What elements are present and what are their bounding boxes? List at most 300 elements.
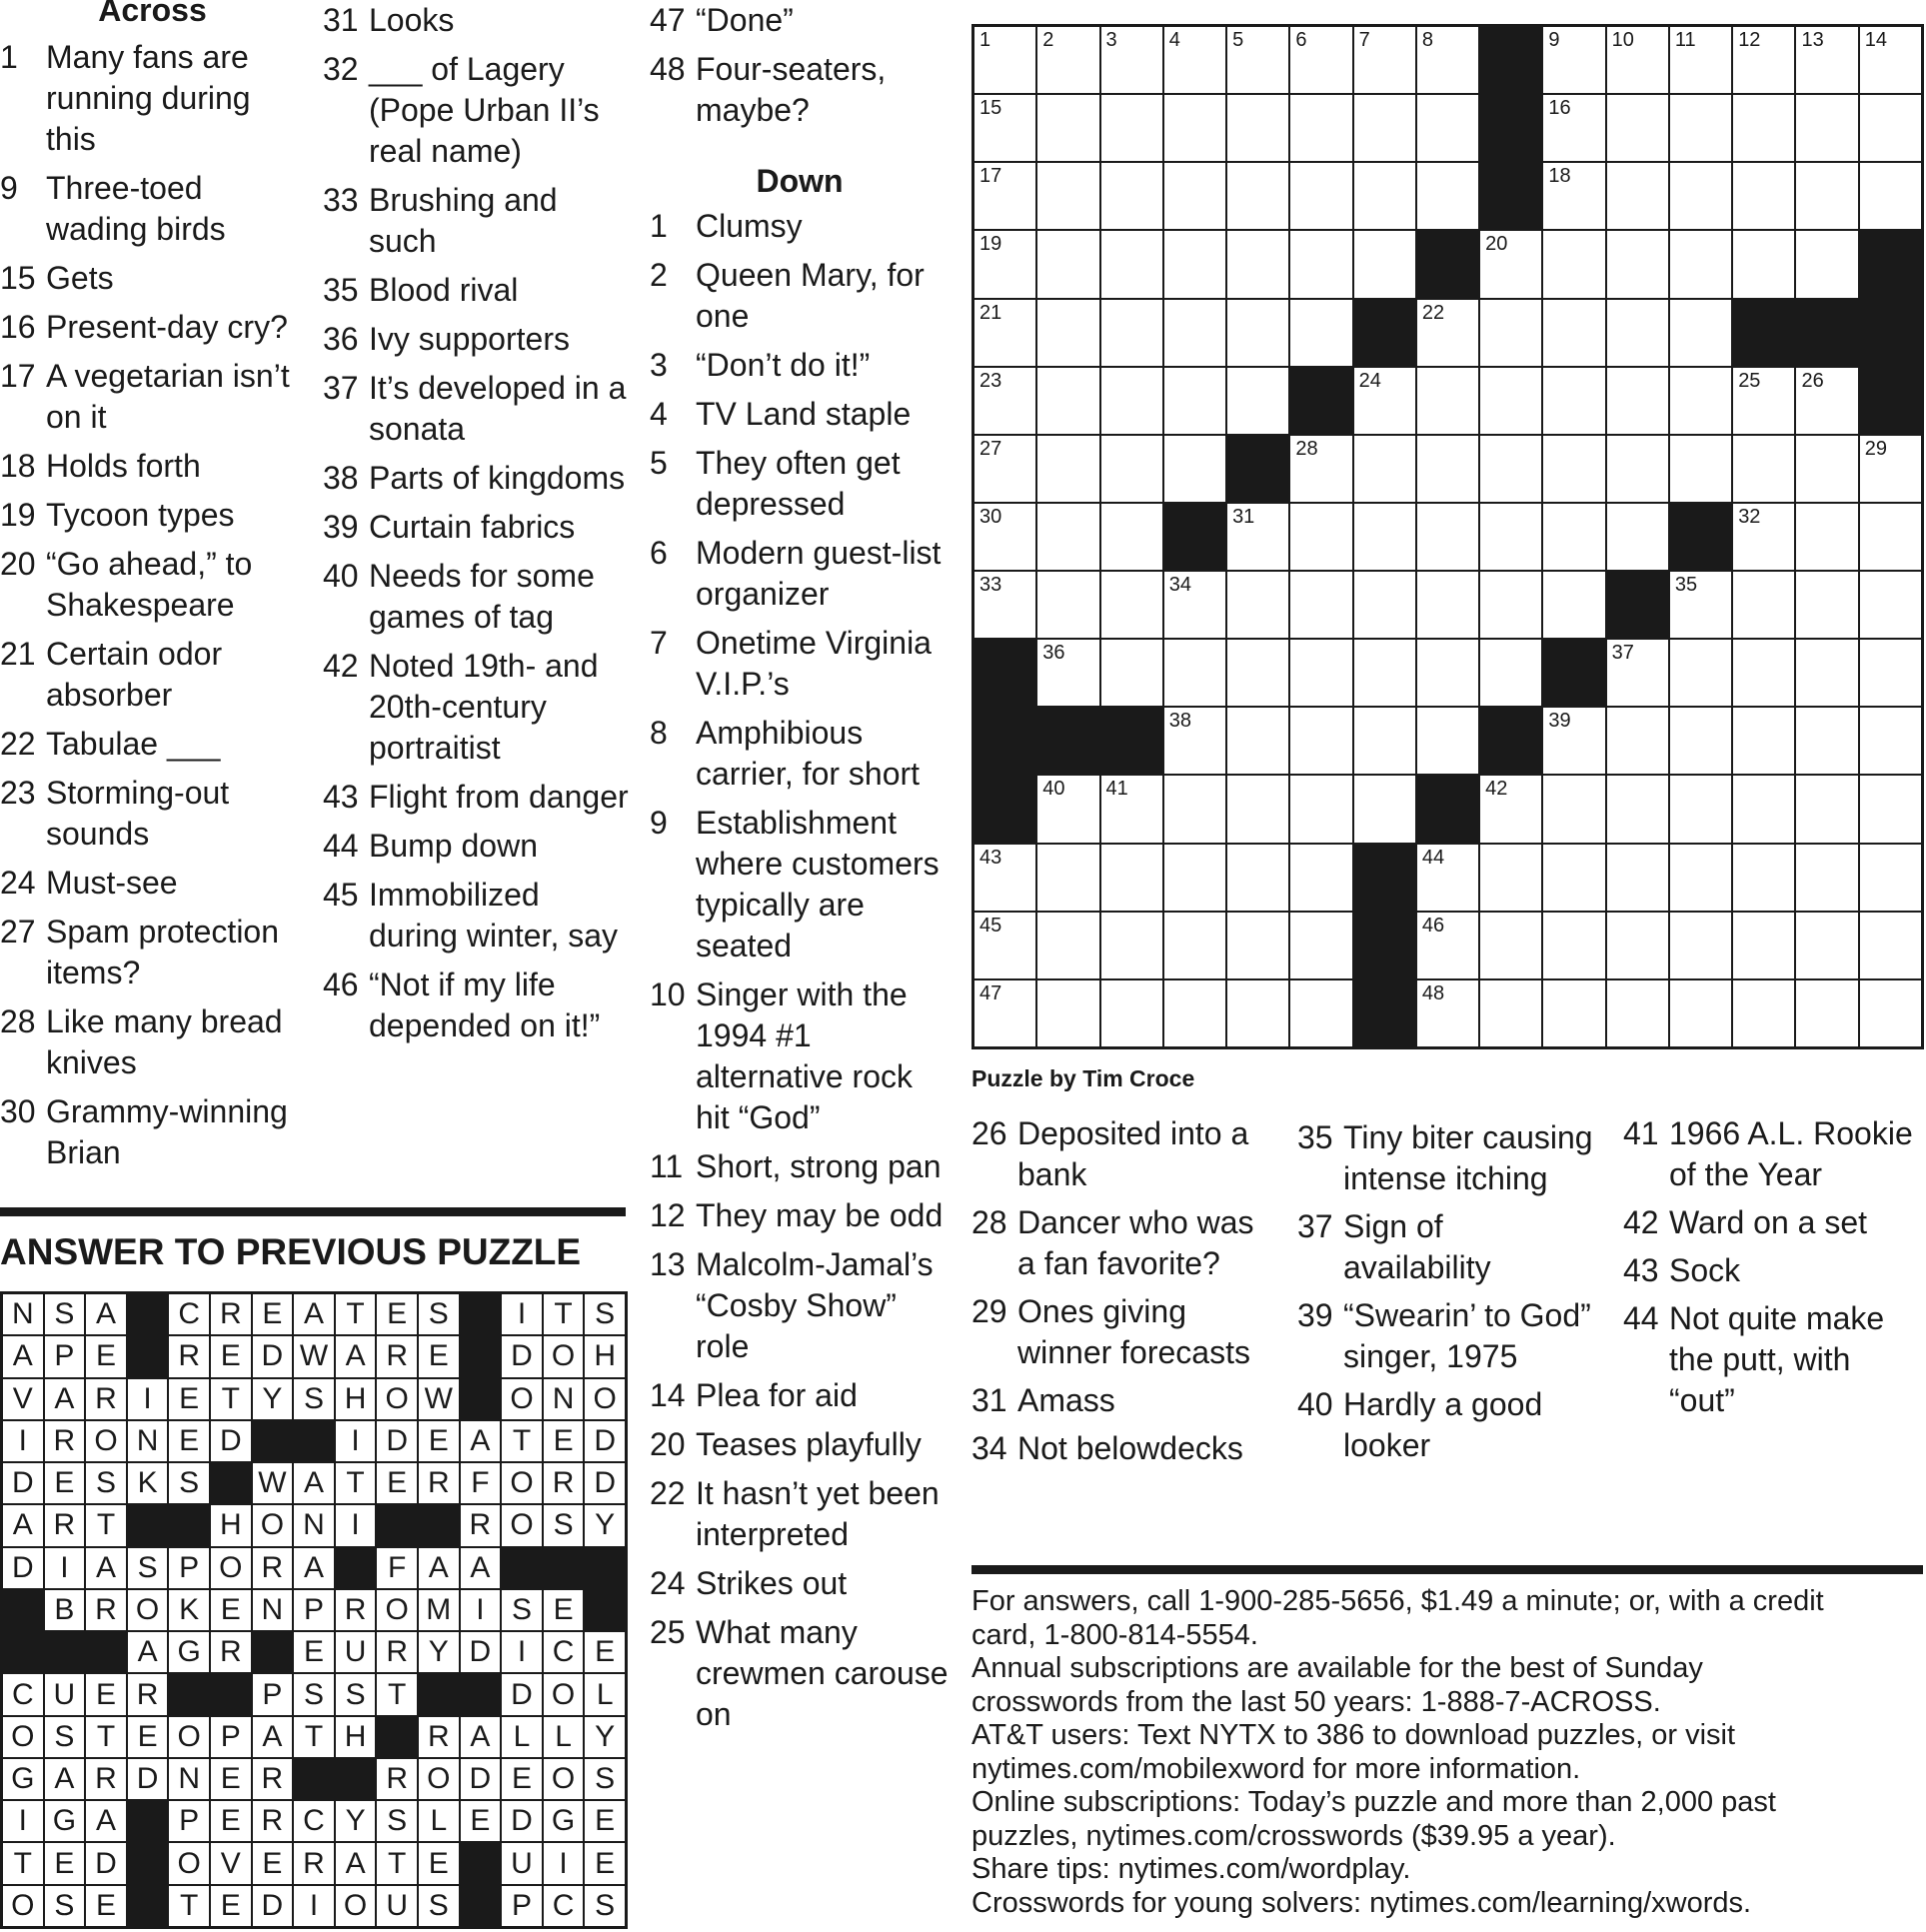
- grid-cell[interactable]: [1227, 504, 1288, 570]
- grid-cell[interactable]: [1543, 504, 1604, 570]
- grid-cell[interactable]: [1417, 504, 1478, 570]
- grid-cell[interactable]: [1417, 640, 1478, 706]
- grid-cell[interactable]: [1670, 845, 1731, 911]
- grid-cell[interactable]: [1670, 913, 1731, 978]
- grid-cell[interactable]: [1290, 300, 1351, 366]
- grid-cell[interactable]: [1543, 231, 1604, 297]
- grid-cell[interactable]: [1860, 845, 1921, 911]
- clue-text: Noted 19th- and 20th-century portraitist: [369, 648, 599, 766]
- grid-cell[interactable]: [1860, 708, 1921, 774]
- grid-cell[interactable]: [1290, 504, 1351, 570]
- answer-cell: S: [128, 1548, 168, 1588]
- clue-number: 24: [650, 1565, 686, 1601]
- grid-cell[interactable]: [1290, 436, 1351, 502]
- grid-cell[interactable]: [1227, 27, 1288, 93]
- grid-cell[interactable]: [1733, 640, 1794, 706]
- grid-cell[interactable]: [1227, 572, 1288, 638]
- grid-cell[interactable]: [1101, 776, 1162, 842]
- answer-cell: E: [45, 1843, 85, 1883]
- answer-cell: H: [336, 1379, 376, 1419]
- grid-cell[interactable]: [1290, 776, 1351, 842]
- grid-block: [1480, 27, 1541, 93]
- grid-cell[interactable]: [1607, 504, 1668, 570]
- grid-cell[interactable]: [1417, 845, 1478, 911]
- grid-cell[interactable]: [1417, 436, 1478, 502]
- clue-number: 35: [1297, 1119, 1333, 1155]
- grid-cell[interactable]: [1037, 163, 1098, 229]
- grid-cell[interactable]: [1796, 231, 1857, 297]
- grid-cell[interactable]: [1670, 708, 1731, 774]
- answer-cell: R: [45, 1505, 85, 1545]
- answer-cell: B: [45, 1590, 85, 1630]
- grid-cell[interactable]: [1796, 95, 1857, 161]
- grid-cell[interactable]: [1227, 231, 1288, 297]
- grid-cell[interactable]: [1543, 436, 1604, 502]
- clue-number: 7: [650, 625, 668, 661]
- grid-cell[interactable]: [1037, 572, 1098, 638]
- answer-cell: G: [169, 1632, 209, 1672]
- grid-cell[interactable]: [1417, 27, 1478, 93]
- grid-cell[interactable]: [1733, 231, 1794, 297]
- grid-cell[interactable]: [1417, 572, 1478, 638]
- grid-cell[interactable]: [1290, 913, 1351, 978]
- cell-number: 35: [1674, 574, 1698, 597]
- grid-cell[interactable]: [1354, 27, 1415, 93]
- grid-cell[interactable]: [1670, 572, 1731, 638]
- grid-cell[interactable]: [1543, 708, 1604, 774]
- grid-cell[interactable]: [1164, 368, 1225, 434]
- answer-cell: N: [253, 1590, 293, 1630]
- grid-cell[interactable]: [1354, 776, 1415, 842]
- grid-cell[interactable]: [1860, 163, 1921, 229]
- clue-number: 12: [650, 1197, 686, 1233]
- grid-cell[interactable]: [1796, 504, 1857, 570]
- clue-item: [323, 507, 633, 548]
- answer-cell: E: [169, 1379, 209, 1419]
- cell-number: 43: [979, 846, 1002, 869]
- answer-block: [377, 1717, 417, 1757]
- grid-cell[interactable]: [1607, 640, 1668, 706]
- answer-block: [294, 1421, 334, 1461]
- grid-cell[interactable]: [1733, 980, 1794, 1046]
- grid-cell[interactable]: [1543, 572, 1604, 638]
- cell-number: 24: [1358, 369, 1381, 392]
- grid-cell[interactable]: [1037, 913, 1098, 978]
- grid-cell[interactable]: [1733, 95, 1794, 161]
- grid-cell[interactable]: [1607, 708, 1668, 774]
- clue-text: A vegetarian isn’t on it: [46, 358, 290, 435]
- grid-cell[interactable]: [1037, 845, 1098, 911]
- grid-cell[interactable]: [1607, 776, 1668, 842]
- answer-cell: P: [45, 1336, 85, 1376]
- clue-text: Four-seaters, maybe?: [696, 51, 887, 128]
- grid-cell[interactable]: [1227, 845, 1288, 911]
- grid-cell[interactable]: [1670, 300, 1731, 366]
- clue-text: ___ of Lagery (Pope Urban II’s real name): [369, 51, 600, 169]
- grid-cell[interactable]: [1290, 231, 1351, 297]
- grid-cell[interactable]: [1796, 572, 1857, 638]
- clue-text: Teases playfully: [696, 1426, 922, 1462]
- answer-cell: D: [502, 1801, 542, 1841]
- grid-cell[interactable]: [1670, 231, 1731, 297]
- clue-text: Three-toed wading birds: [46, 170, 226, 247]
- clue-text: “Go ahead,” to Shakespeare: [46, 546, 253, 623]
- clue-number: 38: [323, 460, 359, 496]
- grid-cell[interactable]: [1227, 708, 1288, 774]
- grid-cell[interactable]: [1480, 913, 1541, 978]
- answer-cell: N: [3, 1294, 43, 1334]
- grid-cell[interactable]: [1227, 980, 1288, 1046]
- grid-cell[interactable]: [1543, 300, 1604, 366]
- grid-cell[interactable]: [1354, 231, 1415, 297]
- cell-number: 28: [1295, 437, 1318, 460]
- grid-cell[interactable]: [1227, 913, 1288, 978]
- clue-text: TV Land staple: [696, 396, 912, 432]
- grid-cell[interactable]: [1796, 913, 1857, 978]
- grid-cell[interactable]: [1733, 504, 1794, 570]
- clue-item: [650, 1473, 950, 1555]
- grid-cell[interactable]: [1290, 640, 1351, 706]
- answer-cell: A: [86, 1294, 126, 1334]
- clue-text: Blood rival: [369, 272, 519, 308]
- answer-block: [211, 1674, 251, 1714]
- grid-cell[interactable]: [1543, 845, 1604, 911]
- grid-cell[interactable]: [1607, 845, 1668, 911]
- grid-cell[interactable]: [1037, 776, 1098, 842]
- footer-info: [971, 1585, 1921, 1920]
- grid-block: [1417, 776, 1478, 842]
- grid-cell[interactable]: [1290, 708, 1351, 774]
- grid-cell[interactable]: [1480, 300, 1541, 366]
- clue-text: Immobilized during winter, say: [369, 877, 619, 954]
- grid-cell[interactable]: [1607, 436, 1668, 502]
- grid-cell[interactable]: [1796, 27, 1857, 93]
- grid-block: [1860, 300, 1921, 366]
- grid-cell[interactable]: [1101, 572, 1162, 638]
- grid-cell[interactable]: [974, 368, 1035, 434]
- grid-cell[interactable]: [1037, 980, 1098, 1046]
- answer-cell: H: [336, 1717, 376, 1757]
- grid-cell[interactable]: [1670, 436, 1731, 502]
- answer-cell: M: [419, 1590, 459, 1630]
- grid-cell[interactable]: [1354, 368, 1415, 434]
- grid-cell[interactable]: [1733, 776, 1794, 842]
- clue-text: It hasn’t yet been interpreted: [696, 1475, 940, 1552]
- grid-cell[interactable]: [1543, 980, 1604, 1046]
- grid-cell[interactable]: [1543, 27, 1604, 93]
- clue-column-3: [650, 0, 950, 1743]
- grid-cell[interactable]: [1860, 980, 1921, 1046]
- grid-cell[interactable]: [1164, 845, 1225, 911]
- answer-cell: E: [585, 1632, 625, 1672]
- grid-cell[interactable]: [1480, 504, 1541, 570]
- clue-item: [650, 1195, 950, 1236]
- clue-number: 22: [650, 1475, 686, 1511]
- grid-cell[interactable]: [1860, 27, 1921, 93]
- grid-cell[interactable]: [1670, 776, 1731, 842]
- grid-cell[interactable]: [974, 436, 1035, 502]
- cell-number: 41: [1105, 778, 1128, 801]
- grid-cell[interactable]: [1543, 368, 1604, 434]
- cell-number: 13: [1801, 29, 1824, 51]
- grid-cell[interactable]: [1290, 980, 1351, 1046]
- grid-cell[interactable]: [1227, 300, 1288, 366]
- grid-cell[interactable]: [1164, 980, 1225, 1046]
- grid-cell[interactable]: [1670, 980, 1731, 1046]
- answer-cell: A: [128, 1632, 168, 1672]
- clue-number: 23: [0, 775, 36, 811]
- grid-cell[interactable]: [1796, 368, 1857, 434]
- grid-cell[interactable]: [1860, 776, 1921, 842]
- grid-cell[interactable]: [1354, 436, 1415, 502]
- grid-cell[interactable]: [1860, 913, 1921, 978]
- grid-cell[interactable]: [1164, 300, 1225, 366]
- grid-cell[interactable]: [1670, 163, 1731, 229]
- grid-cell[interactable]: [1796, 980, 1857, 1046]
- grid-cell[interactable]: [1733, 436, 1794, 502]
- grid-cell[interactable]: [1164, 436, 1225, 502]
- grid-cell[interactable]: [1227, 163, 1288, 229]
- grid-cell[interactable]: [1164, 776, 1225, 842]
- grid-cell[interactable]: [1733, 572, 1794, 638]
- grid-cell[interactable]: [1607, 27, 1668, 93]
- grid-cell[interactable]: [1101, 913, 1162, 978]
- clue-text: “Done”: [696, 2, 794, 38]
- answer-cell: O: [544, 1759, 584, 1799]
- grid-cell[interactable]: [1101, 368, 1162, 434]
- grid-cell[interactable]: [1101, 504, 1162, 570]
- grid-cell[interactable]: [1796, 708, 1857, 774]
- answer-cell: E: [253, 1294, 293, 1334]
- clue-item: [0, 495, 305, 536]
- grid-cell[interactable]: [1480, 776, 1541, 842]
- clue-text: Plea for aid: [696, 1377, 858, 1413]
- grid-cell[interactable]: [1164, 231, 1225, 297]
- grid-cell[interactable]: [1101, 436, 1162, 502]
- grid-cell[interactable]: [1354, 708, 1415, 774]
- down-list-1: [650, 206, 950, 1735]
- grid-cell[interactable]: [974, 504, 1035, 570]
- footer-line: puzzles, nytimes.com/crosswords ($39.95 a year).: [971, 1819, 1616, 1852]
- answer-cell: R: [86, 1379, 126, 1419]
- answer-cell: E: [211, 1336, 251, 1376]
- grid-block: [974, 708, 1035, 774]
- grid-cell[interactable]: [1290, 163, 1351, 229]
- grid-cell[interactable]: [1607, 300, 1668, 366]
- answer-block: [377, 1505, 417, 1545]
- grid-cell[interactable]: [1733, 163, 1794, 229]
- grid-cell[interactable]: [1733, 368, 1794, 434]
- answer-cell: R: [211, 1632, 251, 1672]
- grid-cell[interactable]: [974, 27, 1035, 93]
- grid-cell[interactable]: [1101, 980, 1162, 1046]
- grid-cell[interactable]: [1670, 640, 1731, 706]
- clue-text: “Don’t do it!”: [696, 347, 871, 383]
- previous-puzzle-title: ANSWER TO PREVIOUS PUZZLE: [0, 1231, 582, 1272]
- grid-cell[interactable]: [1101, 300, 1162, 366]
- grid-cell[interactable]: [1543, 776, 1604, 842]
- grid-cell[interactable]: [1101, 640, 1162, 706]
- grid-cell[interactable]: [1860, 436, 1921, 502]
- grid-cell[interactable]: [1733, 845, 1794, 911]
- grid-cell[interactable]: [1796, 436, 1857, 502]
- grid-cell[interactable]: [1733, 708, 1794, 774]
- answer-cell: A: [461, 1717, 501, 1757]
- grid-cell[interactable]: [1480, 980, 1541, 1046]
- grid-cell[interactable]: [1417, 368, 1478, 434]
- grid-cell[interactable]: [1101, 845, 1162, 911]
- grid-cell[interactable]: [1417, 163, 1478, 229]
- grid-cell[interactable]: [1733, 27, 1794, 93]
- grid-cell[interactable]: [1607, 95, 1668, 161]
- grid-cell[interactable]: [1354, 640, 1415, 706]
- grid-cell[interactable]: [1101, 95, 1162, 161]
- clue-text: Must-see: [46, 865, 178, 901]
- grid-cell[interactable]: [1733, 913, 1794, 978]
- answer-block: [169, 1674, 209, 1714]
- grid-cell[interactable]: [1543, 913, 1604, 978]
- grid-cell[interactable]: [1037, 231, 1098, 297]
- cell-number: 4: [1168, 29, 1180, 51]
- grid-cell[interactable]: [1354, 504, 1415, 570]
- grid-cell[interactable]: [1227, 640, 1288, 706]
- clue-item: [650, 1612, 950, 1735]
- grid-cell[interactable]: [1037, 436, 1098, 502]
- answer-cell: A: [253, 1717, 293, 1757]
- grid-cell[interactable]: [1227, 368, 1288, 434]
- grid-cell[interactable]: [1290, 845, 1351, 911]
- answer-block: [461, 1886, 501, 1926]
- grid-cell[interactable]: [1417, 980, 1478, 1046]
- grid-cell[interactable]: [1417, 300, 1478, 366]
- grid-cell[interactable]: [1101, 27, 1162, 93]
- grid-cell[interactable]: [1860, 640, 1921, 706]
- grid-cell[interactable]: [1037, 640, 1098, 706]
- grid-cell[interactable]: [1607, 913, 1668, 978]
- grid-cell[interactable]: [1164, 708, 1225, 774]
- grid-cell[interactable]: [1417, 708, 1478, 774]
- grid-cell[interactable]: [1164, 95, 1225, 161]
- grid-cell[interactable]: [1796, 640, 1857, 706]
- grid-cell[interactable]: [1354, 163, 1415, 229]
- answer-cell: A: [336, 1843, 376, 1883]
- grid-cell[interactable]: [1227, 776, 1288, 842]
- grid-cell[interactable]: [1037, 368, 1098, 434]
- clue-number: 28: [971, 1204, 1007, 1240]
- clue-number: 9: [0, 170, 18, 206]
- grid-cell[interactable]: [1480, 572, 1541, 638]
- grid-cell[interactable]: [1670, 368, 1731, 434]
- divider-footer: [971, 1565, 1923, 1574]
- grid-cell[interactable]: [1290, 95, 1351, 161]
- grid-cell[interactable]: [1290, 27, 1351, 93]
- grid-cell[interactable]: [1227, 95, 1288, 161]
- answer-cell: R: [377, 1632, 417, 1672]
- grid-cell[interactable]: [1796, 776, 1857, 842]
- clue-number: 6: [650, 535, 668, 571]
- answer-cell: E: [419, 1843, 459, 1883]
- cell-number: 12: [1738, 29, 1761, 51]
- clue-number: 42: [1623, 1204, 1659, 1240]
- grid-cell[interactable]: [1290, 572, 1351, 638]
- grid-cell[interactable]: [1796, 163, 1857, 229]
- grid-cell[interactable]: [974, 572, 1035, 638]
- clue-text: 1966 A.L. Rookie of the Year: [1669, 1115, 1913, 1192]
- clue-item: [1297, 1384, 1597, 1466]
- grid-cell[interactable]: [1164, 163, 1225, 229]
- grid-cell[interactable]: [1164, 913, 1225, 978]
- grid-cell[interactable]: [1860, 572, 1921, 638]
- grid-block: [1480, 95, 1541, 161]
- grid-cell[interactable]: [1480, 436, 1541, 502]
- grid-cell[interactable]: [1607, 980, 1668, 1046]
- grid-cell[interactable]: [1796, 845, 1857, 911]
- answer-cell: F: [461, 1463, 501, 1503]
- grid-cell[interactable]: [1480, 845, 1541, 911]
- answer-cell: U: [45, 1674, 85, 1714]
- grid-cell[interactable]: [1037, 504, 1098, 570]
- grid-cell[interactable]: [1480, 231, 1541, 297]
- grid-cell[interactable]: [1101, 163, 1162, 229]
- grid-cell[interactable]: [1354, 572, 1415, 638]
- grid-cell[interactable]: [1354, 95, 1415, 161]
- grid-cell[interactable]: [1164, 27, 1225, 93]
- grid-cell[interactable]: [1037, 300, 1098, 366]
- answer-cell: S: [585, 1886, 625, 1926]
- answer-block: [544, 1548, 584, 1588]
- clue-text: Like many bread knives: [46, 1003, 283, 1080]
- grid-cell[interactable]: [1860, 95, 1921, 161]
- grid-cell[interactable]: [974, 300, 1035, 366]
- grid-cell[interactable]: [1860, 504, 1921, 570]
- grid-cell[interactable]: [1037, 27, 1098, 93]
- grid-cell[interactable]: [1417, 95, 1478, 161]
- grid-cell[interactable]: [1417, 913, 1478, 978]
- answer-cell: S: [45, 1886, 85, 1926]
- grid-cell[interactable]: [974, 95, 1035, 161]
- grid-cell[interactable]: [974, 913, 1035, 978]
- answer-cell: R: [294, 1843, 334, 1883]
- clue-item: [323, 49, 633, 172]
- grid-cell[interactable]: [1543, 95, 1604, 161]
- grid-cell[interactable]: [1101, 231, 1162, 297]
- down-list-3: [1297, 1117, 1597, 1466]
- answer-cell: D: [253, 1336, 293, 1376]
- across-list-3: [650, 0, 950, 131]
- grid-cell[interactable]: [1480, 640, 1541, 706]
- grid-cell[interactable]: [1607, 231, 1668, 297]
- grid-cell[interactable]: [974, 980, 1035, 1046]
- clue-text: Not belowdecks: [1017, 1430, 1243, 1466]
- grid-cell[interactable]: [1543, 163, 1604, 229]
- answer-cell: L: [419, 1801, 459, 1841]
- clue-item: [650, 394, 950, 435]
- grid-cell[interactable]: [1164, 572, 1225, 638]
- grid-cell[interactable]: [1670, 95, 1731, 161]
- grid-cell[interactable]: [1164, 640, 1225, 706]
- grid-cell[interactable]: [1480, 368, 1541, 434]
- grid-cell[interactable]: [1607, 163, 1668, 229]
- grid-cell[interactable]: [1037, 95, 1098, 161]
- answer-cell: A: [45, 1759, 85, 1799]
- grid-cell[interactable]: [1607, 368, 1668, 434]
- grid-cell[interactable]: [974, 845, 1035, 911]
- grid-cell[interactable]: [974, 231, 1035, 297]
- grid-cell[interactable]: [974, 163, 1035, 229]
- answer-cell: O: [502, 1505, 542, 1545]
- grid-cell[interactable]: [1670, 27, 1731, 93]
- clue-item: [1297, 1117, 1597, 1199]
